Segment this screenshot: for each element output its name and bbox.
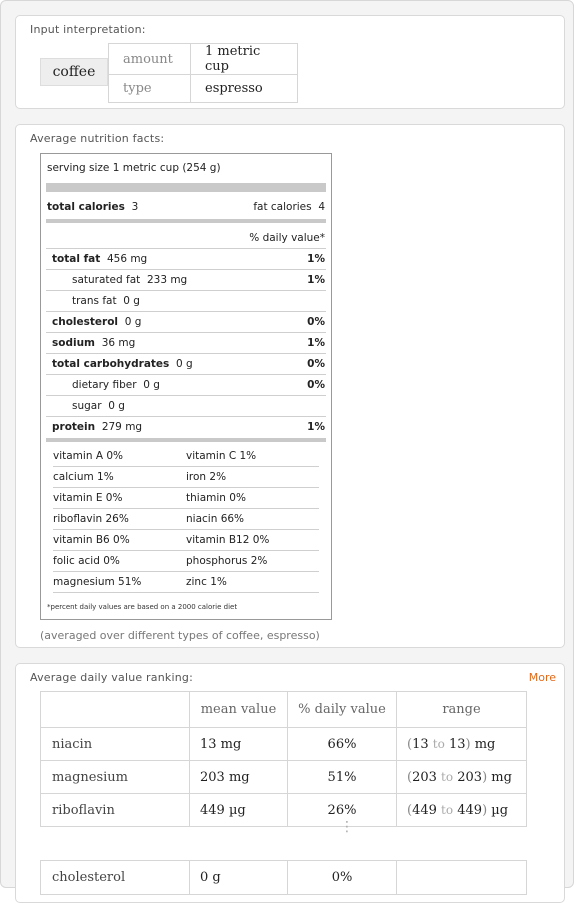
range: (203 to 203) mg (397, 761, 527, 794)
nutrient-pct: 0% (307, 378, 325, 391)
nutrient-amount: 36 mg (101, 336, 136, 349)
mean-value: 0 g (190, 861, 288, 895)
nutrient-row-trans-fat (46, 290, 326, 310)
range-high: 203 (457, 769, 483, 785)
vitamin-item: zinc 1% (186, 576, 227, 588)
vitamin-row (53, 467, 319, 488)
nutrient-amount: 456 mg (106, 252, 148, 265)
range-low: 13 (412, 736, 429, 752)
vitamin-item: riboflavin 26% (53, 513, 129, 525)
divider (46, 219, 326, 223)
vitamin-item: folic acid 0% (53, 555, 120, 567)
nutrient-amount: 0 g (176, 357, 193, 370)
fat-calories (253, 201, 325, 213)
nutrient-name: saturated fat (72, 273, 141, 286)
total-calories-value: 3 (131, 201, 139, 213)
nutrient-amount: 0 g (123, 294, 140, 307)
vitamin-item: vitamin A 0% (53, 450, 123, 462)
nutrient-name: cholesterol (41, 861, 190, 895)
vitamin-row (53, 530, 319, 551)
daily-value: 0% (288, 861, 397, 895)
daily-value-header: % daily value* (249, 232, 325, 244)
range: (449 to 449) µg (397, 794, 527, 827)
nutrition-label (40, 153, 332, 620)
range-high: 449 (457, 802, 483, 818)
ranking-table (40, 691, 527, 827)
nutrient-pct: 0% (307, 357, 325, 370)
header-mean: mean value (190, 692, 288, 728)
divider (46, 438, 326, 442)
nutrient-pct: 0% (307, 315, 325, 328)
vitamin-row (53, 446, 319, 467)
vitamin-item: phosphorus 2% (186, 555, 268, 567)
nutrient-amount: 279 mg (101, 420, 143, 433)
nutrient-pct: 1% (307, 420, 325, 433)
total-calories-label: total calories (47, 201, 125, 213)
input-interpretation-pod (15, 15, 565, 109)
subject-label: coffee (40, 58, 108, 86)
nutrient-name: trans fat (72, 294, 117, 307)
table-row (41, 728, 527, 761)
more-button[interactable]: More (528, 671, 556, 684)
range-to: to (432, 736, 445, 751)
calories-row (47, 201, 325, 213)
pod-title: Average nutrition facts: (30, 132, 165, 145)
nutrient-amount: 0 g (143, 378, 160, 391)
daily-value: 26% (288, 794, 397, 827)
nutrition-facts-pod (15, 124, 565, 648)
pod-title: Input interpretation: (30, 23, 146, 36)
nutrient-name: niacin (41, 728, 190, 761)
header-daily-value: % daily value (288, 692, 397, 728)
range-unit: mg (474, 736, 496, 752)
mean-value: 203 mg (190, 761, 288, 794)
header-range: range (397, 692, 527, 728)
range-to: to (441, 802, 454, 817)
vitamin-item: iron 2% (186, 471, 227, 483)
nutrient-name: riboflavin (41, 794, 190, 827)
daily-value-ranking-pod (15, 663, 565, 903)
header-blank (41, 692, 190, 728)
nutrient-pct: 1% (307, 273, 325, 286)
vitamin-item: thiamin 0% (186, 492, 246, 504)
nutrient-name: protein (52, 420, 96, 433)
nutrient-name: magnesium (41, 761, 190, 794)
table-row (41, 761, 527, 794)
nutrient-row-sodium (46, 332, 326, 352)
nutrient-row-total-fat (46, 248, 326, 268)
vitamin-item: vitamin B12 0% (186, 534, 270, 546)
amount-value: 1 metric cup (191, 44, 298, 75)
range: (13 to 13) mg (397, 728, 527, 761)
nutrient-name: total fat (52, 252, 101, 265)
vitamin-item: magnesium 51% (53, 576, 142, 588)
type-value: espresso (191, 75, 298, 103)
range-low: 449 (412, 802, 437, 818)
vitamin-row (53, 551, 319, 572)
vitamin-item: niacin 66% (186, 513, 245, 525)
nutrient-row-cholesterol (46, 311, 326, 331)
pod-title: Average daily value ranking: (30, 671, 193, 684)
amount-key: amount (109, 44, 191, 75)
range-to: to (441, 769, 454, 784)
vitamin-item: vitamin C 1% (186, 450, 257, 462)
nutrient-row-sugar (46, 395, 326, 415)
nutrient-row-total-carbohydrates (46, 353, 326, 373)
daily-value: 51% (288, 761, 397, 794)
nutrient-amount: 0 g (124, 315, 142, 328)
vitamin-row (53, 488, 319, 509)
range (397, 861, 527, 895)
vitamin-item: vitamin E 0% (53, 492, 123, 504)
vertical-ellipsis-icon: ⋮ (340, 819, 354, 835)
daily-value: 66% (288, 728, 397, 761)
divider (46, 183, 326, 192)
table-header (41, 692, 527, 728)
vitamin-item: vitamin B6 0% (53, 534, 130, 546)
nutrient-name: dietary fiber (72, 378, 137, 391)
nutrient-pct: 1% (307, 252, 325, 265)
nutrient-name: cholesterol (52, 315, 119, 328)
mean-value: 13 mg (190, 728, 288, 761)
averaging-note: (averaged over different types of coffee, espresso) (40, 629, 320, 642)
input-table (108, 43, 298, 103)
nutrient-row-protein (46, 416, 326, 436)
ranking-table-tail (40, 860, 527, 895)
mean-value: 449 µg (190, 794, 288, 827)
table-row (109, 44, 298, 75)
vitamin-row (53, 509, 319, 530)
range-high: 13 (448, 736, 466, 752)
fat-calories-value: 4 (318, 201, 325, 213)
table-row (41, 861, 527, 895)
range-unit: mg (491, 769, 512, 785)
vitamin-row (53, 572, 319, 593)
nutrient-row-saturated-fat (46, 269, 326, 289)
vitamin-item: calcium 1% (53, 471, 114, 483)
total-calories (47, 201, 138, 213)
type-key: type (109, 75, 191, 103)
footnote: *percent daily values are based on a 2000 calorie diet (47, 603, 238, 611)
range-unit: µg (491, 802, 509, 818)
nutrient-name: sodium (52, 336, 95, 349)
nutrient-name: total carbohydrates (52, 357, 170, 370)
nutrient-name: sugar (72, 399, 102, 412)
nutrient-amount: 0 g (108, 399, 125, 412)
table-row (41, 794, 527, 827)
fat-calories-label: fat calories (253, 201, 312, 213)
nutrient-pct: 1% (307, 336, 325, 349)
range-low: 203 (412, 769, 437, 785)
nutrient-row-dietary-fiber (46, 374, 326, 394)
table-row (109, 75, 298, 103)
nutrient-amount: 233 mg (146, 273, 188, 286)
serving-size: serving size 1 metric cup (254 g) (47, 162, 221, 174)
